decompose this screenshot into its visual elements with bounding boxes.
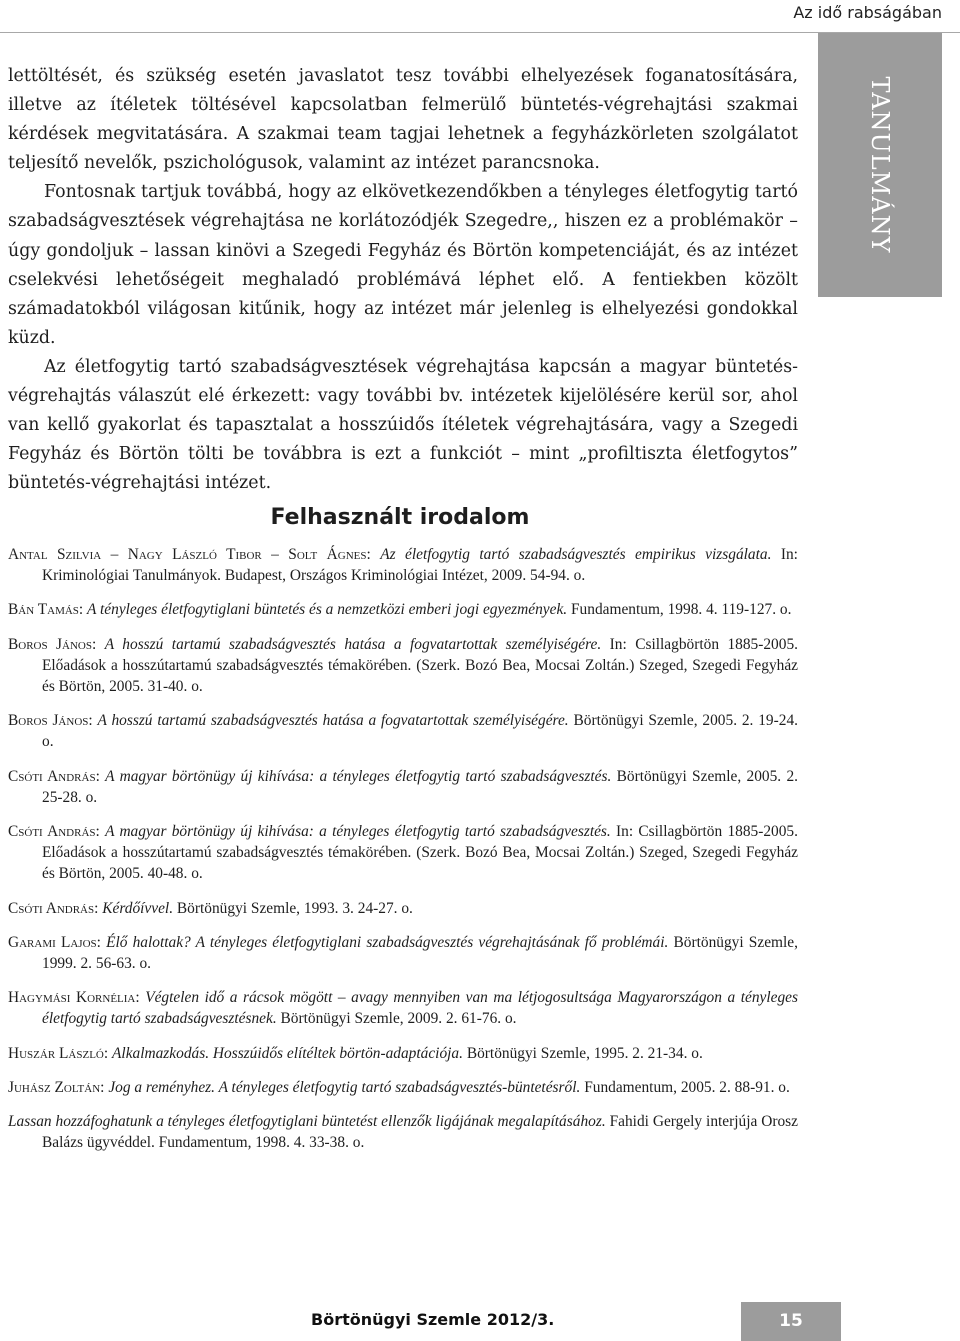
reference-authors: Hagymási Kornélia:	[8, 989, 140, 1007]
reference-source: Börtönügyi Szemle, 1995. 2. 21-34. o.	[466, 1044, 703, 1062]
reference-title: A hosszú tartamú szabadságvesztés hatása a fogvatartottak személyiségére.	[97, 712, 569, 730]
reference-authors: Csóti András:	[8, 899, 99, 917]
running-title: Az idő rabságában	[793, 3, 942, 22]
reference-item	[8, 987, 798, 1029]
reference-title: Az életfogytig tartó szabadságvesztés empirikus vizsgálata.	[380, 546, 772, 563]
paragraph: lettöltését, és szükség esetén javaslatot tesz további elhelyezések foganatosítására, illetve az ítéletek töltésével kapcsolatban felmerülő büntetés-végrehajtási szakmai kérdések megvitatására. A szakmai team tagjai lehetnek a fegyházkörleten szolgálatot teljesítő nevelők, pszichológusok, valamint az intézet parancsnoka.	[8, 66, 798, 174]
reference-list	[8, 544, 798, 1166]
reference-title: Élő halottak? A tényleges életfogytiglani szabadságvesztés végrehajtásának fő problémái.	[106, 933, 669, 951]
reference-source: In: Kriminológiai Tanulmányok. Budapest, Országos Kriminológiai Intézet, 2009. 54-94. o.	[42, 546, 798, 585]
reference-title: A hosszú tartamú szabadságvesztés hatása a fogvatartottak személyiségére.	[104, 635, 602, 653]
reference-authors: Bán Tamás:	[8, 601, 84, 619]
reference-authors: Csóti András:	[8, 767, 100, 785]
reference-item	[8, 1077, 798, 1098]
article-body	[8, 62, 798, 498]
reference-item	[8, 898, 798, 919]
section-tab	[818, 33, 942, 297]
reference-item	[8, 599, 798, 620]
reference-source: In: Csillagbörtön 1885-2005. Előadások a hosszútartamú szabadságvesztés témakörében. (Szerk. Bozó Bea, Mocsai Zoltán.) Szeged, Szegedi Fegyház és Börtön, 2005. 31-40. o.	[42, 635, 798, 696]
paragraph: Fontosnak tartjuk továbbá, hogy az elkövetkezendőkben a tényleges életfogytig tartó szabadságvesztések végrehajtása ne korlátozódjék Szegedre,, hiszen ez a problémakör – úgy gondoljuk – lassan kinövi a Szegedi Fegyház és Börtön kompetenciáját, és az intézet cselekvési lehetőségeit meghaladó problémává léphet elő. A fentiekben közölt számadatokból világosan kitűnik, hogy az intézet már jelenleg is elhelyezési gondokkal küzd.	[8, 182, 798, 348]
reference-title: Jog a reményhez. A tényleges életfogytig tartó szabadságvesztés-büntetésről.	[108, 1078, 581, 1096]
reference-title: A tényleges életfogytiglani büntetés és a nemzetközi emberi jogi egyezmények.	[87, 601, 568, 619]
reference-authors: Boros János:	[8, 635, 97, 653]
reference-title: A magyar börtönügy új kihívása: a tényleges életfogytig tartó szabadságvesztés.	[105, 823, 611, 841]
page-number-box	[741, 1302, 841, 1341]
reference-item	[8, 821, 798, 885]
reference-source: Fundamentum, 2005. 2. 88-91. o.	[584, 1078, 790, 1096]
section-tab-label: TANULMÁNY	[866, 76, 894, 254]
reference-authors: Huszár László:	[8, 1044, 109, 1062]
reference-source: Börtönügyi Szemle, 2005. 2. 25-28. o.	[42, 767, 798, 806]
reference-authors: Juhász Zoltán:	[8, 1078, 105, 1096]
reference-item	[8, 766, 798, 808]
paragraph: Az életfogytig tartó szabadságvesztések végrehajtása kapcsán a magyar büntetés-végrehajtás válaszút elé érkezett: vagy további bv. intézetek kijelölésére kerül sor, ahol van kellő gyakorlat és tapasztalat a hosszúidős ítéletek végrehajtására, vagy a Szegedi Fegyház és Börtön tölti be továbbra is ezt a funkciót – mint „profiltiszta életfogytos” büntetés-végrehajtási intézet.	[8, 356, 798, 494]
reference-item	[8, 1043, 798, 1064]
reference-authors: Garami Lajos:	[8, 933, 101, 951]
running-header	[0, 0, 960, 33]
reference-item	[8, 710, 798, 752]
reference-item	[8, 1111, 798, 1153]
reference-item	[8, 634, 798, 698]
reference-source: Börtönügyi Szemle, 2005. 2. 19-24. o.	[42, 712, 798, 751]
reference-authors: Csóti András:	[8, 823, 100, 841]
footer-journal-title: Börtönügyi Szemle 2012/3.	[311, 1310, 555, 1329]
reference-title: Lassan hozzáfoghatunk a tényleges életfogytiglani büntetést ellenzők ligájának megalapításához.	[8, 1113, 606, 1131]
reference-item	[8, 544, 798, 586]
reference-title: Végtelen idő a rácsok mögött – avagy mennyiben van ma létjogosultsága Magyarországon a tényleges életfogytig tartó szabadságvesztésnek.	[42, 989, 798, 1028]
reference-authors: Boros János:	[8, 712, 93, 730]
reference-item	[8, 932, 798, 974]
reference-source: In: Csillagbörtön 1885-2005. Előadások a hosszútartamú szabadságvesztés témakörében. (Szerk. Bozó Bea, Mocsai Zoltán.) Szeged, Szegedi Fegyház és Börtön, 2005. 40-48. o.	[42, 823, 798, 883]
reference-authors: Antal Szilvia – Nagy László Tibor – Solt Ágnes:	[8, 546, 371, 563]
reference-title: Alkalmazkodás. Hosszúidős elítéltek börtön-adaptációja.	[112, 1044, 463, 1062]
reference-source: Börtönügyi Szemle, 2009. 2. 61-76. o.	[280, 1010, 517, 1028]
reference-source: Fundamentum, 1998. 4. 119-127. o.	[571, 601, 792, 619]
reference-source: Börtönügyi Szemle, 1999. 2. 56-63. o.	[42, 933, 798, 973]
page-number: 15	[779, 1311, 803, 1331]
reference-source: Fahidi Gergely interjúja Orosz Balázs ügyvéddel. Fundamentum, 1998. 4. 33-38. o.	[42, 1113, 798, 1152]
reference-source: Börtönügyi Szemle, 1993. 3. 24-27. o.	[176, 899, 413, 917]
references-heading: Felhasznált irodalom	[270, 505, 530, 530]
reference-title: A magyar börtönügy új kihívása: a tényleges életfogytig tartó szabadságvesztés.	[105, 767, 612, 785]
reference-title: Kérdőívvel.	[102, 899, 174, 917]
